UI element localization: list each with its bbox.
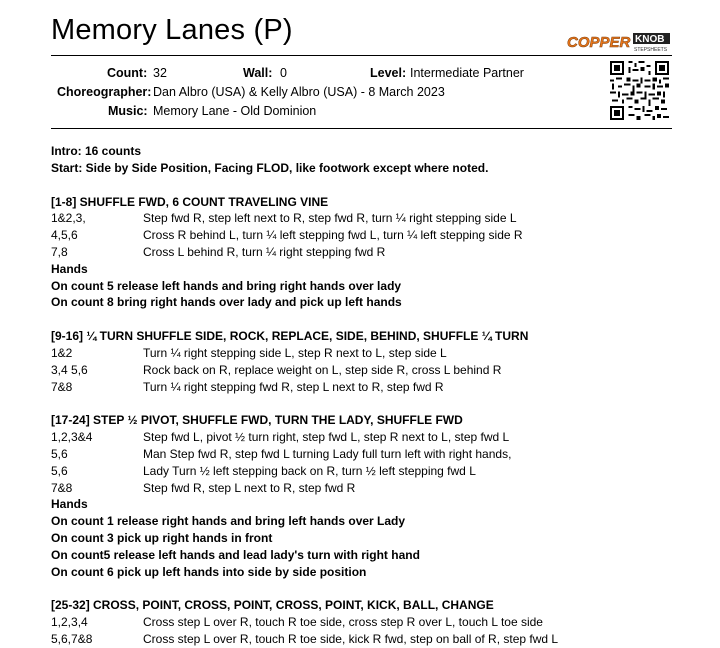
- choreographer-value: Dan Albro (USA) & Kelly Albro (USA) - 8 March 2023: [153, 85, 445, 99]
- page-title: Memory Lanes (P): [51, 14, 293, 46]
- step-row: [51, 480, 691, 497]
- step-row: [51, 362, 691, 379]
- step-count: 7&8: [51, 480, 73, 495]
- meta-divider: [51, 128, 672, 129]
- step-count: 7,8: [51, 244, 68, 259]
- step-description: Cross step L over R, touch R toe side, cross step R over L, touch L toe side: [143, 615, 543, 630]
- step-description: Lady Turn ½ left stepping back on R, turn ½ left stepping fwd L: [143, 463, 476, 478]
- start-line: Start: Side by Side Position, Facing FLOD, like footwork except where noted.: [51, 160, 489, 175]
- section-heading: [17-24] STEP ½ PIVOT, SHUFFLE FWD, TURN THE LADY, SHUFFLE FWD: [51, 413, 463, 428]
- hands-note: On count 1 release right hands and bring left hands over Lady: [51, 514, 406, 529]
- music-value: Memory Lane - Old Dominion: [153, 104, 317, 118]
- wall-value: 0: [280, 66, 287, 80]
- step-row: [51, 614, 691, 631]
- step-description: Man Step fwd R, step fwd L turning Lady full turn left with right hands,: [143, 446, 512, 461]
- step-count: 1,2,3&4: [51, 430, 93, 445]
- hands-note: On count5 release left hands and lead lady's turn with right hand: [51, 547, 420, 562]
- step-count: 5,6: [51, 446, 68, 461]
- step-count: 1,2,3,4: [51, 615, 88, 630]
- count-label: Count:: [107, 66, 148, 80]
- step-count: 3,4 5,6: [51, 362, 88, 377]
- step-count: 1&2: [51, 345, 73, 360]
- count-value: 32: [153, 66, 167, 80]
- step-description: Cross R behind L, turn ¼ left stepping fwd L, turn ¼ left stepping side R: [143, 228, 523, 243]
- step-row: [51, 345, 691, 362]
- music-label: Music:: [108, 104, 148, 118]
- step-description: Step fwd R, step left next to R, step fwd R, turn ¼ right stepping side L: [143, 211, 517, 226]
- hands-note: On count 6 pick up left hands into side by side position: [51, 564, 367, 579]
- copperknob-logo: [567, 30, 671, 54]
- level-value: Intermediate Partner: [410, 66, 524, 80]
- step-row: [51, 379, 691, 396]
- level-label: Level:: [370, 66, 407, 80]
- step-row: [51, 446, 691, 463]
- section-heading: [9-16] ¼ TURN SHUFFLE SIDE, ROCK, REPLACE, SIDE, BEHIND, SHUFFLE ¼ TURN: [51, 329, 529, 344]
- step-row: [51, 244, 691, 261]
- hands-title: Hands: [51, 261, 88, 276]
- step-description: Rock back on R, replace weight on L, step side R, cross L behind R: [143, 362, 502, 377]
- stepsheet-body: [51, 143, 691, 648]
- step-row: [51, 631, 691, 648]
- step-row: [51, 463, 691, 480]
- hands-note: On count 8 bring right hands over lady and pick up left hands: [51, 295, 402, 310]
- choreographer-label: Choreographer:: [57, 85, 152, 99]
- hands-note: On count 3 pick up right hands in front: [51, 530, 273, 545]
- step-count: 5,6,7&8: [51, 631, 93, 646]
- step-row: [51, 210, 691, 227]
- step-count: 4,5,6: [51, 228, 78, 243]
- step-description: Turn ¼ right stepping side L, step R next to L, step side L: [143, 345, 447, 360]
- wall-label: Wall:: [243, 66, 273, 80]
- step-count: 1&2,3,: [51, 211, 86, 226]
- step-description: Step fwd R, step L next to R, step fwd R: [143, 480, 356, 495]
- section-heading: [1-8] SHUFFLE FWD, 6 COUNT TRAVELING VINE: [51, 194, 329, 209]
- step-description: Cross step L over R, touch R toe side, kick R fwd, step on ball of R, step fwd L: [143, 631, 559, 646]
- step-count: 7&8: [51, 379, 73, 394]
- step-description: Step fwd L, pivot ½ turn right, step fwd L, step R next to L, step fwd L: [143, 430, 510, 445]
- qr-code: [610, 61, 669, 120]
- hands-title: Hands: [51, 497, 88, 512]
- section-heading: [25-32] CROSS, POINT, CROSS, POINT, CROSS, POINT, KICK, BALL, CHANGE: [51, 598, 494, 613]
- logo-sub-text: STEPSHEETS: [634, 47, 668, 53]
- step-count: 5,6: [51, 463, 68, 478]
- step-row: [51, 227, 691, 244]
- logo-main-text: COPPER: [567, 34, 631, 51]
- hands-note: On count 5 release left hands and bring right hands over lady: [51, 278, 402, 293]
- step-row: [51, 429, 691, 446]
- step-description: Turn ¼ right stepping fwd R, step L next to R, step fwd R: [143, 379, 444, 394]
- step-description: Cross L behind R, turn ¼ right stepping fwd R: [143, 244, 386, 259]
- logo-knob-text: KNOB: [635, 34, 665, 45]
- intro-line: Intro: 16 counts: [51, 144, 142, 158]
- header-divider: [51, 55, 672, 56]
